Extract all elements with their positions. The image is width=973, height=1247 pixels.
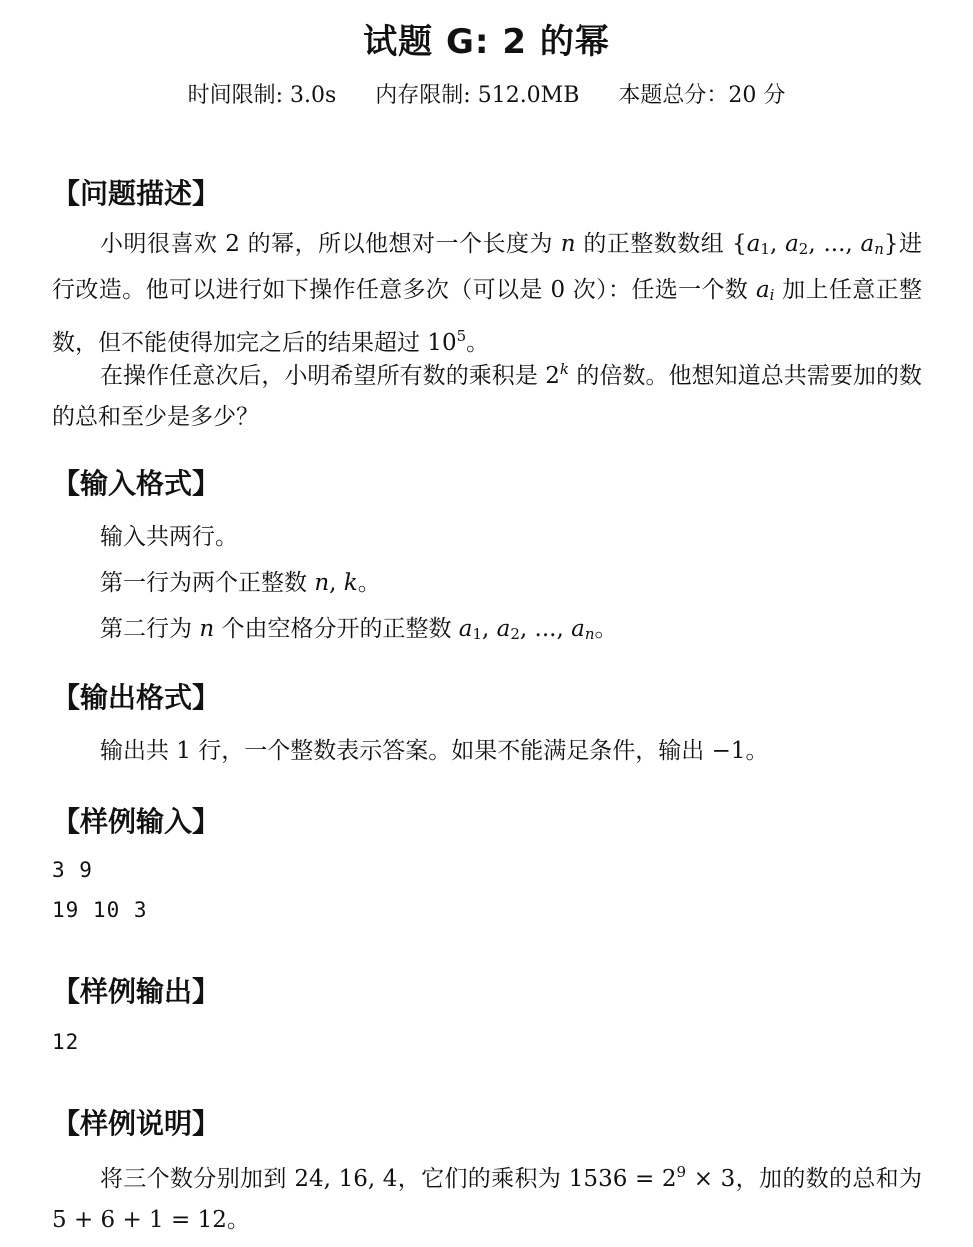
total-score: 本题总分：20 分 [618,83,786,108]
sample-input-line-2: 19 10 3 [52,898,148,922]
input-line-2: 第一行为两个正整数 n, k。 [100,570,381,596]
sample-input-line-1: 3 9 [52,858,93,882]
heading-input: 【输入格式】 [52,467,221,500]
problem-paragraph-1: 小明很喜欢 2 的幂，所以他想对一个长度为 n 的正整数数组 {$a_1$, $a_2$, ..., $a_n$}进行改造。他可以进行如下操作任意多次（可以是 0 次）：任选一个数 $a_i$ 加上任意正整数，但不能使得加完之后的结果超过 $10^5$。 [52,231,923,356]
input-line-3: 第二行为 n 个由空格分开的正整数 $a_1$, $a_2$, ..., $a_n$。 [100,616,618,643]
problem-paragraph-2: 在操作任意次后，小明希望所有数的乘积是 2$^k$ 的倍数。他想知道总共需要加的数的总和至少是多少？ [52,360,922,430]
sample-explanation-paragraph: 将三个数分别加到 24, 16, 4，它们的乘积为 $1536 = 2^9 \times 3$，加的数的总和为 5 + 6 + 1 = 12。 [52,1163,923,1233]
output-line-1: 输出共 1 行，一个整数表示答案。如果不能满足条件，输出 −1。 [100,738,769,764]
sample-output-line-1: 12 [52,1030,80,1054]
heading-sample-explanation: 【样例说明】 [52,1107,221,1140]
heading-sample-output: 【样例输出】 [52,975,221,1008]
memory-limit: 内存限制: 512.0MB [375,83,580,108]
input-line-1: 输入共两行。 [100,524,238,550]
limits-line [0,78,973,109]
heading-problem: 【问题描述】 [52,177,221,210]
page-title: 试题 G: 2 的幂 [363,22,610,62]
heading-sample-input: 【样例输入】 [52,805,221,838]
heading-output: 【输出格式】 [52,681,221,714]
time-limit: 时间限制: 3.0s [187,83,337,108]
